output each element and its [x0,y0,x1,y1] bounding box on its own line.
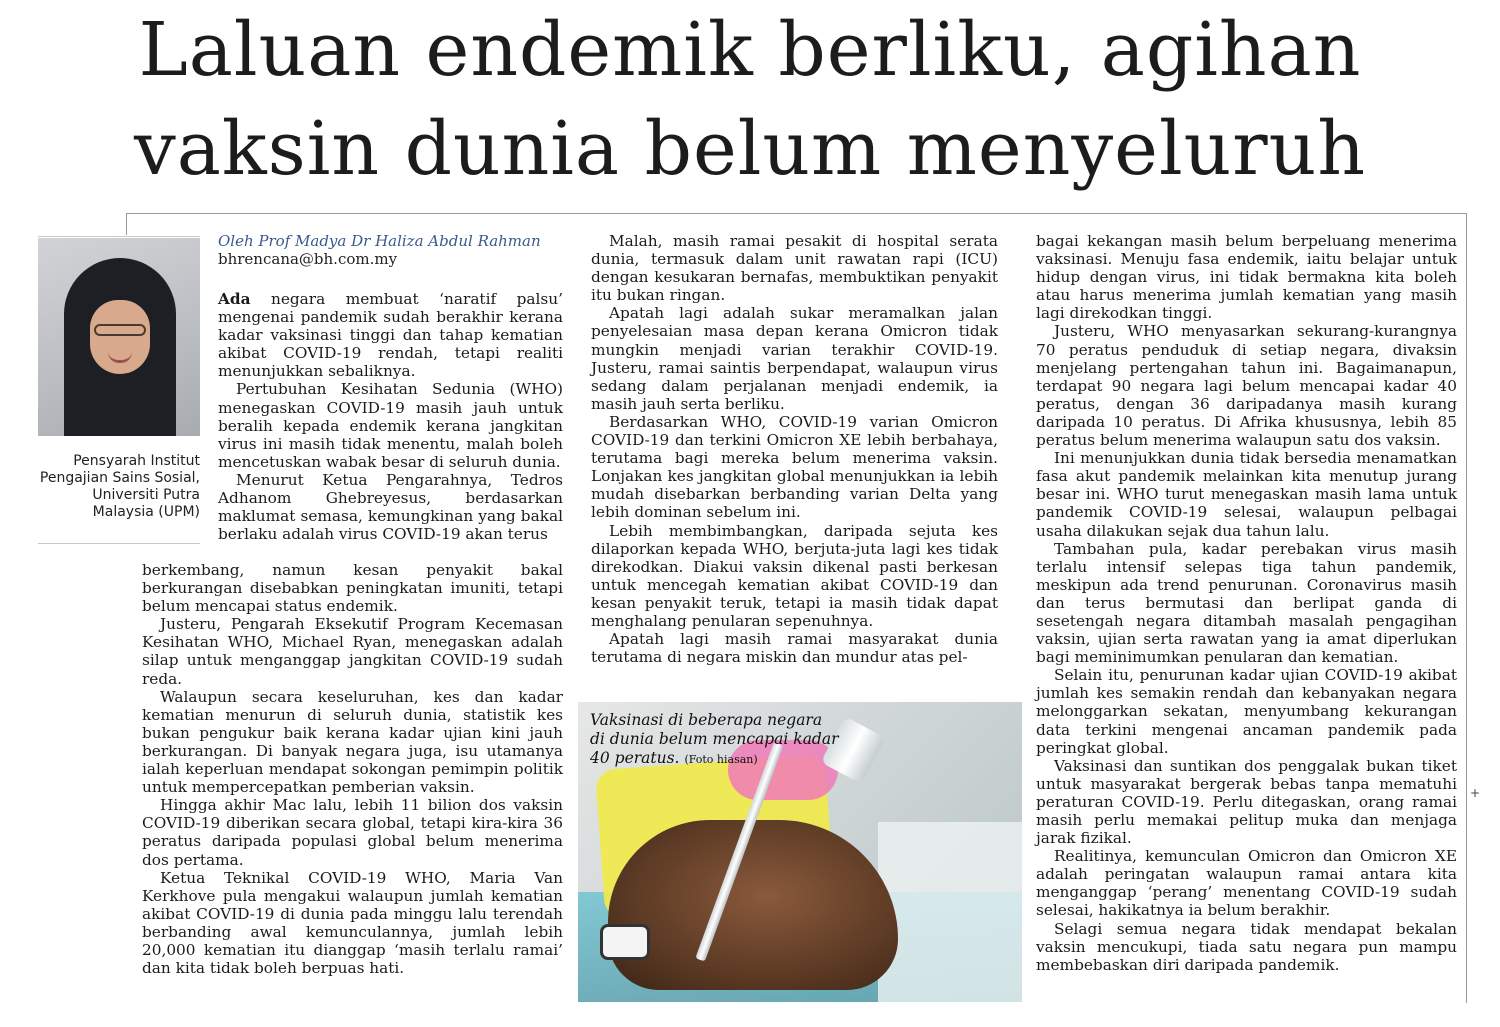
frame-top-line [126,213,1466,214]
author-glasses [94,324,146,336]
paragraph-1: Pertubuhan Kesihatan Sedunia (WHO) menegaskan COVID-19 masih jauh untuk beralih kepada endemik kerana jangkitan virus ini masih tidak menentu, malah boleh mencetuskan wabak besar di seluruh dunia. [218,380,563,471]
author-photo [38,238,200,436]
paragraph-15: Selain itu, penurunan kadar ujian COVID-19 akibat jumlah kes semakin rendah dan kebanyakan negara melonggarkan sekatan, menyumbang kekurangan data terkini mengenai ancaman pandemik pada peringkat global. [1036,666,1457,757]
paragraph-13: Ini menunjukkan dunia tidak bersedia menamatkan fasa akut pandemik melainkan kita menutup jurang besar ini. WHO turut menegaskan masih lama untuk pandemik COVID-19 selesai, walaupun pelbagai usaha dilakukan sejak dua tahun lalu. [1036,449,1457,540]
paragraph-10: Lebih membimbangkan, daripada sejuta kes dilaporkan kepada WHO, berjuta-juta lagi kes tidak direkodkan. Diakui vaksin dikenal pasti berkesan untuk mencegah kematian akibat COVID-19 dan kesan penyakit teruk, tetapi ia masih tidak dapat menghalang penularan sepenuhnya. [591,521,998,630]
photo-box-bottom-line [38,543,200,544]
frame-left-tick [126,213,127,235]
lead-paragraph [218,290,563,380]
registration-mark: + [1470,786,1481,800]
photo-credit: (Foto hiasan) [684,753,758,766]
article-column-2 [591,232,998,666]
paragraph-4: Walaupun secara keseluruhan, kes dan kadar kematian menurun di seluruh dunia, statistik kes bukan pengukur baik kerana kadar ujian kini jauh berkurangan. Di banyak negara juga, isu utamanya ialah keperluan mendapat sokongan pemimpin politik untuk mempercepatkan pemberian vaksin. [142,687,563,797]
paragraph-3: Justeru, Pengarah Eksekutif Program Kecemasan Kesihatan WHO, Michael Ryan, menegaskan adalah silap untuk menganggap jangkitan COVID-19 sudah reda. [142,615,563,688]
article-column-1-top [218,290,563,543]
paragraph-2-continued: berkembang, namun kesan penyakit bakal berkurangan disebabkan peningkatan imuniti, tetapi belum mencapai status endemik. [142,561,563,616]
headline-line-2: vaksin dunia belum menyeluruh [133,106,1366,192]
lead-text: negara membuat ‘naratif palsu’ mengenai pandemik sudah berakhir kerana kadar vaksinasi tinggi dan tahap kematian akibat COVID-19 rendah, tetapi realiti menunjukkan sebaliknya. [218,290,563,381]
byline [218,232,568,268]
paragraph-16: Vaksinasi dan suntikan dos penggalak bukan tiket untuk masyarakat bergerak bebas tanpa mematuhi peraturan COVID-19. Perlu ditegaskan, orang ramai masih perlu memakai pelitup muka dan menjaga jarak fizikal. [1036,756,1457,848]
paragraph-6: Ketua Teknikal COVID-19 WHO, Maria Van Kerkhove pula mengakui walaupun jumlah kematian akibat COVID-19 di dunia pada minggu lalu terendah berbanding awal kemunculannya, jumlah lebih 20,000 kematian itu dianggap ‘masih terlalu ramai’ dan kita tidak boleh berpuas hati. [142,868,563,978]
paragraph-2: Menurut Ketua Pengarahnya, Tedros Adhanom Ghebreyesus, berdasarkan maklumat semasa, kemungkinan yang bakal berlaku adalah virus COVID-19 akan terus [218,470,563,544]
photo-caption-text: Vaksinasi di beberapa negara di dunia belum mencapai kadar 40 peratus. [590,711,839,767]
photo-box-top-line [38,236,200,237]
photo-hand [608,820,898,990]
article-column-3 [1036,232,1457,974]
vaccination-photo-caption [590,711,840,769]
article-column-1-bottom [142,561,563,977]
paragraph-12: Justeru, WHO menyasarkan sekurang-kurangnya 70 peratus penduduk di setiap negara, divaksin menjelang pertengahan tahun ini. Bagaimanapun, terdapat 90 negara lagi belum mencapai kadar 40 peratus, dengan 36 daripadanya masih kurang daripada 10 peratus. Di Afrika khususnya, lebih 85 peratus belum menerima walaupun satu dos vaksin. [1036,322,1457,450]
paragraph-7: Malah, masih ramai pesakit di hospital serata dunia, termasuk dalam unit rawatan rapi (ICU) dengan kesukaran bernafas, membuktikan penyakit itu bukan ringan. [591,232,998,305]
byline-author: Oleh Prof Madya Dr Haliza Abdul Rahman [218,232,541,250]
paragraph-9: Berdasarkan WHO, COVID-19 varian Omicron COVID-19 dan terkini Omicron XE lebih berbahaya, terutama bagi mereka belum menerima vaksin. Lonjakan kes jangkitan global menunjukkan ia lebih mudah disebarkan berbanding varian Delta yang lebih dominan sebelum ini. [591,412,998,522]
wristwatch-icon [600,924,650,960]
paragraph-11-continued: bagai kekangan masih belum berpeluang menerima vaksinasi. Menuju fasa endemik, iaitu belajar untuk hidup dengan virus, ini tidak bermakna kita boleh atau harus menerima jumlah kematian yang masih lagi direkodkan tinggi. [1036,232,1457,323]
paragraph-18: Selagi semua negara tidak mendapat bekalan vaksin mencukupi, tiada satu negara pun mampu membebaskan diri daripada pandemik. [1036,919,1457,974]
paragraph-5: Hingga akhir Mac lalu, lebih 11 bilion dos vaksin COVID-19 diberikan secara global, tetapi kira-kira 36 peratus daripada populasi global belum menerima dos pertama. [142,796,563,869]
lead-word: Ada [218,290,251,308]
photo-background-white [878,822,1022,1002]
paragraph-17: Realitinya, kemunculan Omicron dan Omicron XE adalah peringatan walaupun ramai antara kita menganggap ‘perang’ menentang COVID-19 sudah selesai, hakikatnya ia belum berakhir. [1036,847,1457,920]
headline-line-1: Laluan endemik berliku, agihan [138,7,1362,93]
paragraph-8: Apatah lagi adalah sukar meramalkan jalan penyelesaian masa depan kerana Omicron tidak mungkin menjadi varian terakhir COVID-19. Justeru, ramai saintis berpendapat, walaupun virus sedang dalam perjalanan menjadi endemik, ia masih jauh serta berliku. [591,304,998,413]
paragraph-11: Apatah lagi masih ramai masyarakat dunia terutama di negara miskin dan mundur atas pel- [591,630,998,667]
author-photo-caption: Pensyarah Institut Pengajian Sains Sosial, Universiti Putra Malaysia (UPM) [39,453,200,520]
byline-email: bhrencana@bh.com.my [218,250,398,268]
frame-right-line [1466,213,1467,1003]
paragraph-14: Tambahan pula, kadar perebakan virus masih terlalu intensif selepas tiga tahun pandemik, meskipun ada trend penurunan. Coronavirus masih dan terus bermutasi dan berlipat ganda di sesetengah negara ditambah masalah pengagihan vaksin, ujian serta rawatan yang ia amat diperlukan bagi meminimumkan penularan dan kematian. [1036,539,1457,667]
